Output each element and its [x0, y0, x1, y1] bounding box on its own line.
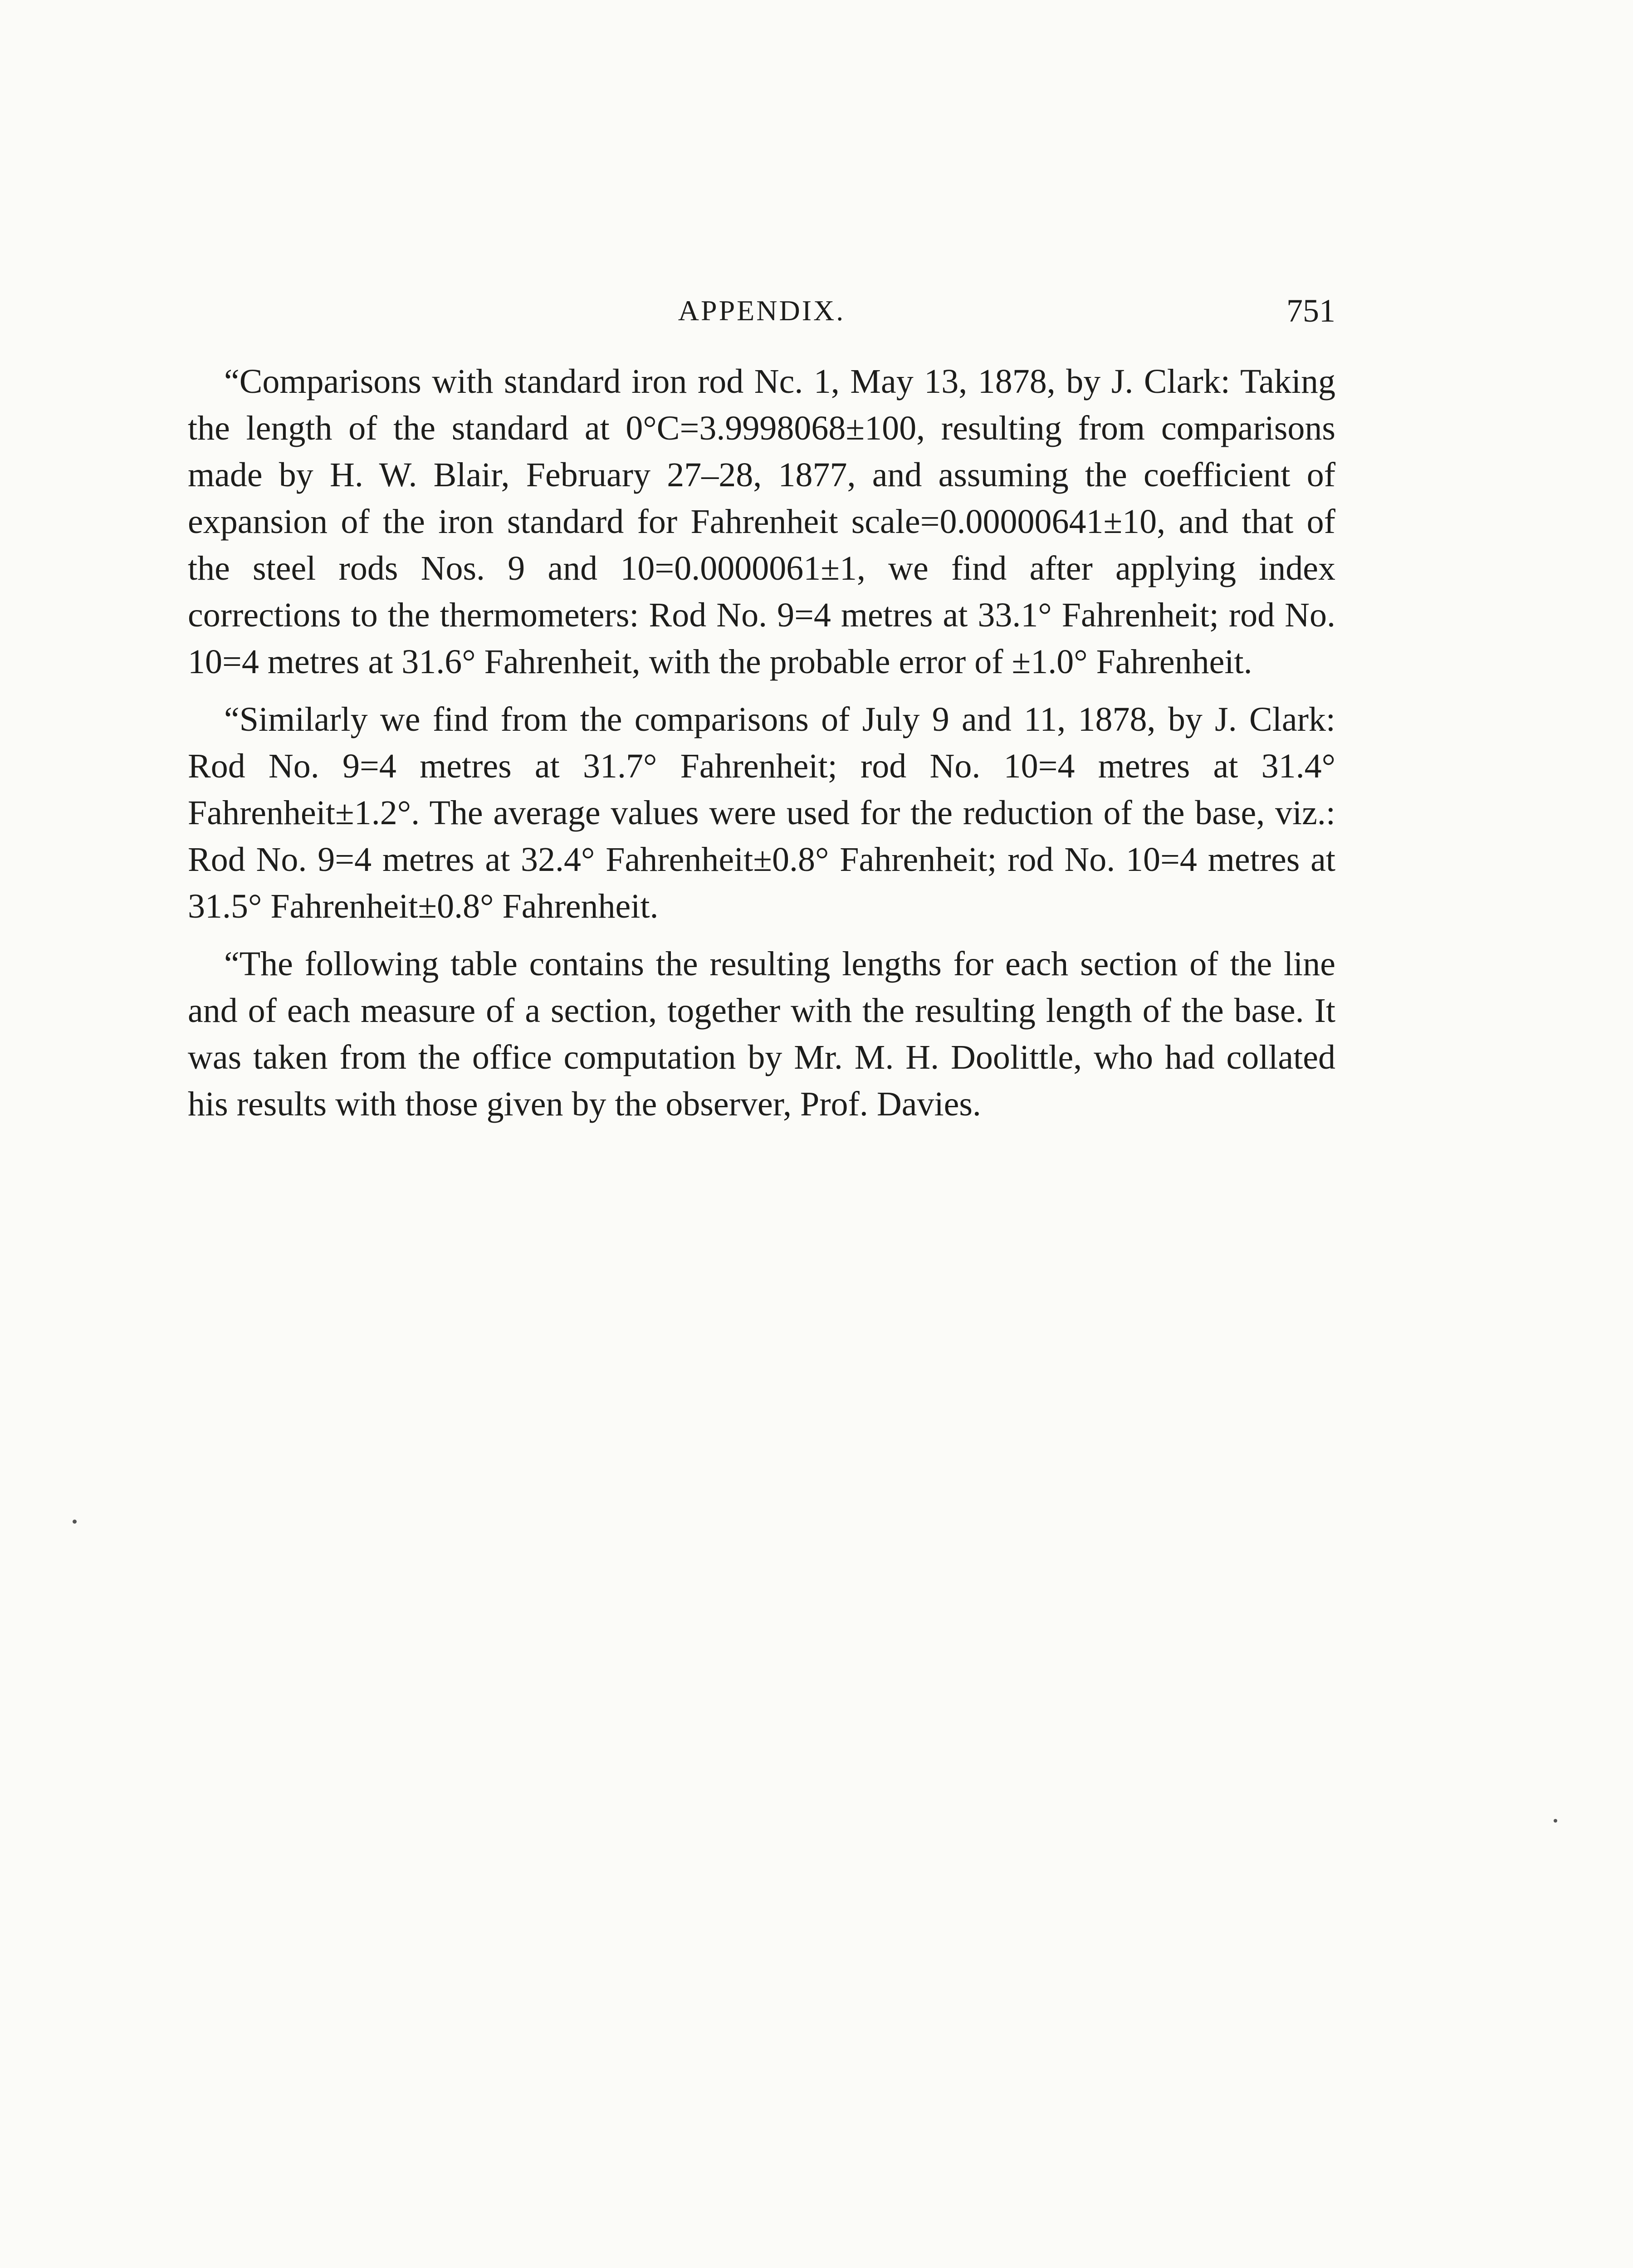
- scan-speck: [1554, 1819, 1557, 1823]
- running-head: APPENDIX.: [678, 294, 846, 327]
- paragraph-comparisons-july: “Similarly we find from the comparisons of July 9 and 11, 1878, by J. Clark: Rod No. 9=4 metres at 31.7° Fahrenheit; rod No. 10=4 metres at 31.4° Fahrenheit±1.2°. The average values were used for the reduction of the base, viz.: Rod No. 9=4 metres at 32.4° Fahrenheit±0.8° Fahrenheit; rod No. 10=4 metres at 31.5° Fahrenheit±0.8° Fahrenheit.: [188, 700, 1335, 925]
- paragraph-comparisons-may: “Comparisons with standard iron rod Nc. 1, May 13, 1878, by J. Clark: Taking the length of the standard at 0°C=3.9998068±100, resulting from comparisons made by H. W. Blair, February 27–28, 1877, and assuming the coefficient of expansion of the iron standard for Fahrenheit scale=0.00000641±10, and that of the steel rods Nos. 9 and 10=0.0000061±1, we find after applying index corrections to the thermometers: Rod No. 9=4 metres at 33.1° Fahrenheit; rod No. 10=4 metres at 31.6° Fahrenheit, with the probable error of ±1.0° Fahrenheit.: [188, 362, 1335, 681]
- page-header: [188, 286, 1335, 336]
- page-number: 751: [1286, 293, 1335, 329]
- body-text: [188, 358, 1335, 1139]
- paragraph-table-intro: “The following table contains the resulting lengths for each section of the line and of each measure of a section, together with the resulting length of the base. It was taken from the office computation by Mr. M. H. Doolittle, who had collated his results with those given by the observer, Prof. Davies.: [188, 945, 1335, 1123]
- scan-speck: [73, 1520, 77, 1524]
